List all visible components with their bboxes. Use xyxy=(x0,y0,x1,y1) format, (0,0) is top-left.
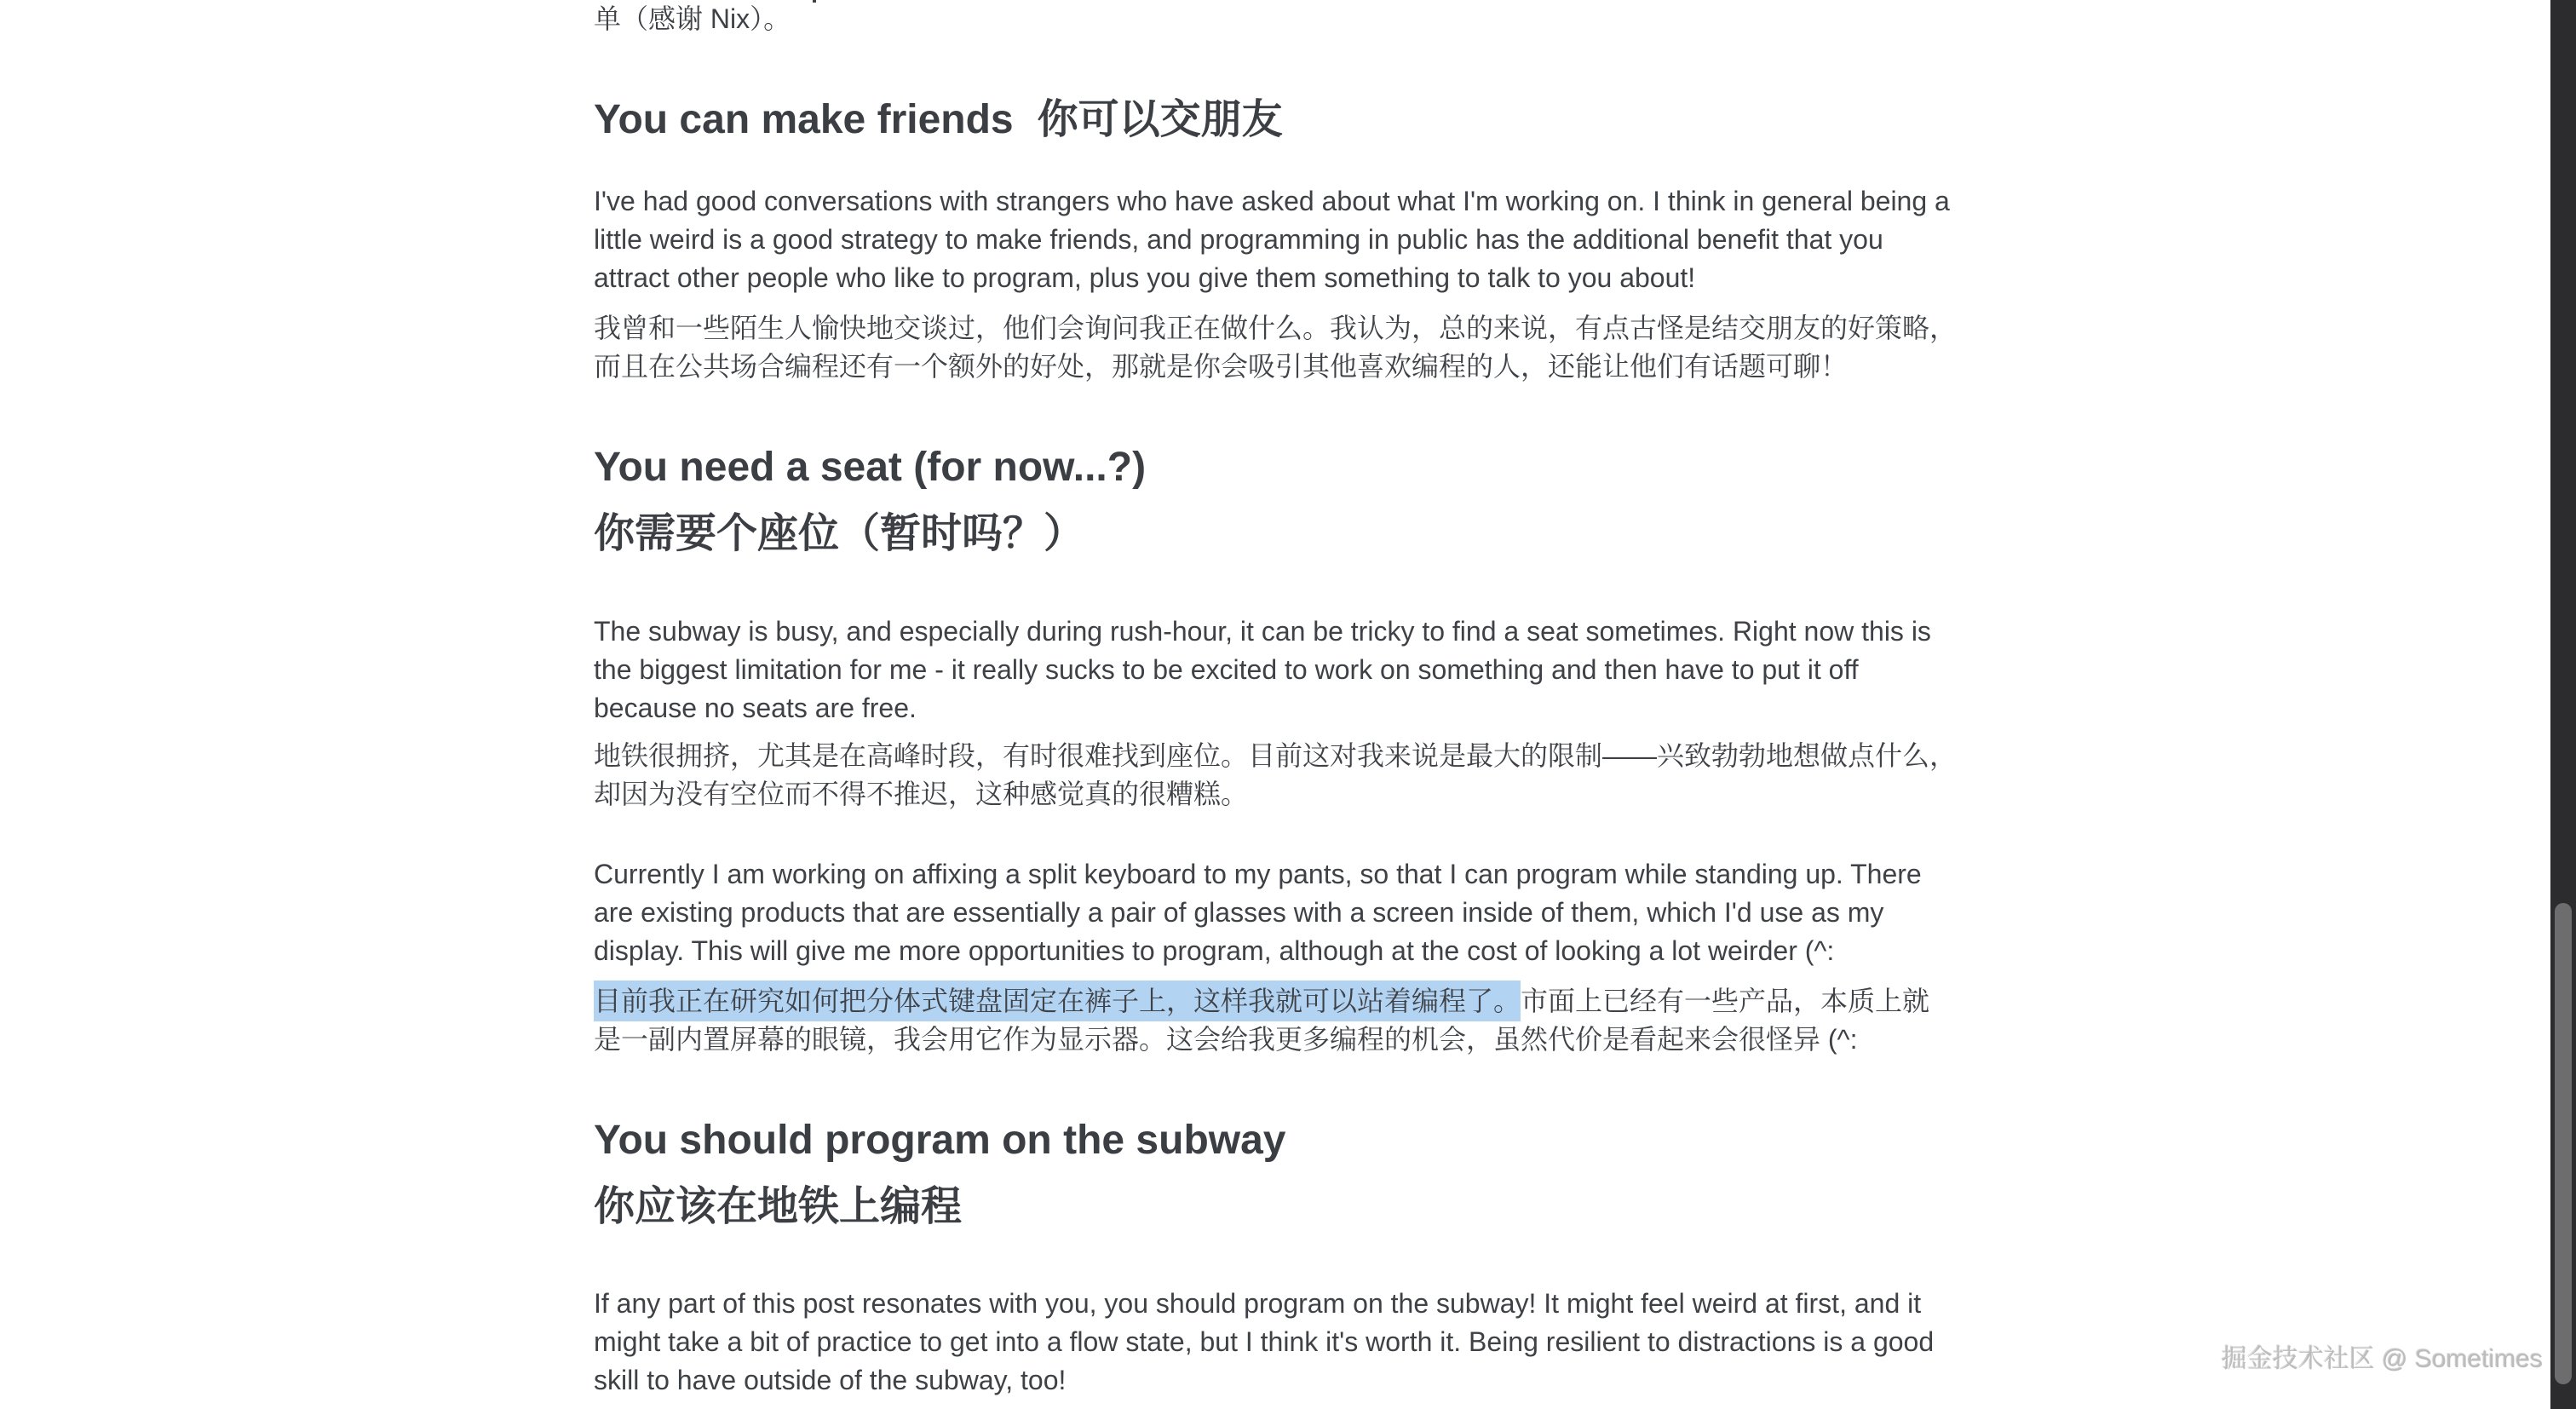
selected-text-highlight[interactable]: 目前我正在研究如何把分体式键盘固定在裤子上，这样我就可以站着编程了。 xyxy=(594,981,1521,1021)
heading-need-seat-en: You need a seat (for now...?) xyxy=(594,445,1147,490)
heading-should-program-en: You should program on the subway xyxy=(594,1118,1286,1163)
paragraph-friends-en: I've had good conversations with strangers who have asked about what I'm working on. I think in general being a little weird is a good strategy to make friends, and programming in public has the additional benefit that you attract other people who like to program, plus you give them something to talk to you about! xyxy=(594,186,1950,293)
heading-make-friends-en: You can make friends xyxy=(594,97,1014,142)
heading-should-program xyxy=(594,1107,1957,1240)
cut-off-text-remnant xyxy=(813,0,816,3)
heading-should-program-zh: 你应该在地铁上编程 xyxy=(594,1184,963,1229)
heading-need-seat xyxy=(594,434,1957,567)
heading-make-friends-zh: 你可以交朋友 xyxy=(1037,97,1283,142)
scrollbar-track[interactable] xyxy=(2550,0,2576,1409)
paragraph-keyboard-zh xyxy=(594,982,1957,1059)
watermark: 掘金技术社区 @ Sometimes xyxy=(2221,1345,2543,1373)
cutoff-paragraph-fragment: 单（感谢 Nix）。 xyxy=(594,3,791,34)
paragraph-keyboard-zh-rest: 市面上已经有一些产品，本质上就是一副内置屏幕的眼镜，我会用它作为显示器。这会给我更多编程的机会，虽然代价是看起来会很怪异 (^: xyxy=(594,986,1930,1055)
paragraph-keyboard-en: Currently I am working on affixing a split keyboard to my pants, so that I can program while standing up. There are existing products that are essentially a pair of glasses with a screen inside of them, which I'd use as my display. This will give me more opportunities to program, although at the cost of looking a lot weirder (^: xyxy=(594,859,1922,966)
paragraph-friends-zh: 我曾和一些陌生人愉快地交谈过，他们会询问我正在做什么。我认为，总的来说，有点古怪是结交朋友的好策略，而且在公共场合编程还有一个额外的好处，那就是你会吸引其他喜欢编程的人，还能让他们有话题可聊！ xyxy=(594,313,1958,382)
scrollbar-thumb[interactable] xyxy=(2555,903,2572,1384)
paragraph-seat-en: The subway is busy, and especially during rush-hour, it can be tricky to find a seat sometimes. Right now this is the biggest limitation for me - it really sucks to be excited to work on something and then have to put it off because no seats are free. xyxy=(594,616,1931,723)
article-content xyxy=(594,0,1957,1400)
paragraph-seat-zh: 地铁很拥挤，尤其是在高峰时段，有时很难找到座位。目前这对我来说是最大的限制——兴致勃勃地想做点什么，却因为没有空位而不得不推迟，这种感觉真的很糟糕。 xyxy=(594,740,1958,809)
heading-need-seat-zh: 你需要个座位（暂时吗？） xyxy=(594,511,1085,556)
heading-make-friends xyxy=(594,87,1957,153)
paragraph-conclusion-en: If any part of this post resonates with you, you should program on the subway! It might feel weird at first, and it might take a bit of practice to get into a flow state, but I think it's worth it. Being resilient to distractions is a good skill to have outside of the subway, too! xyxy=(594,1288,1935,1395)
